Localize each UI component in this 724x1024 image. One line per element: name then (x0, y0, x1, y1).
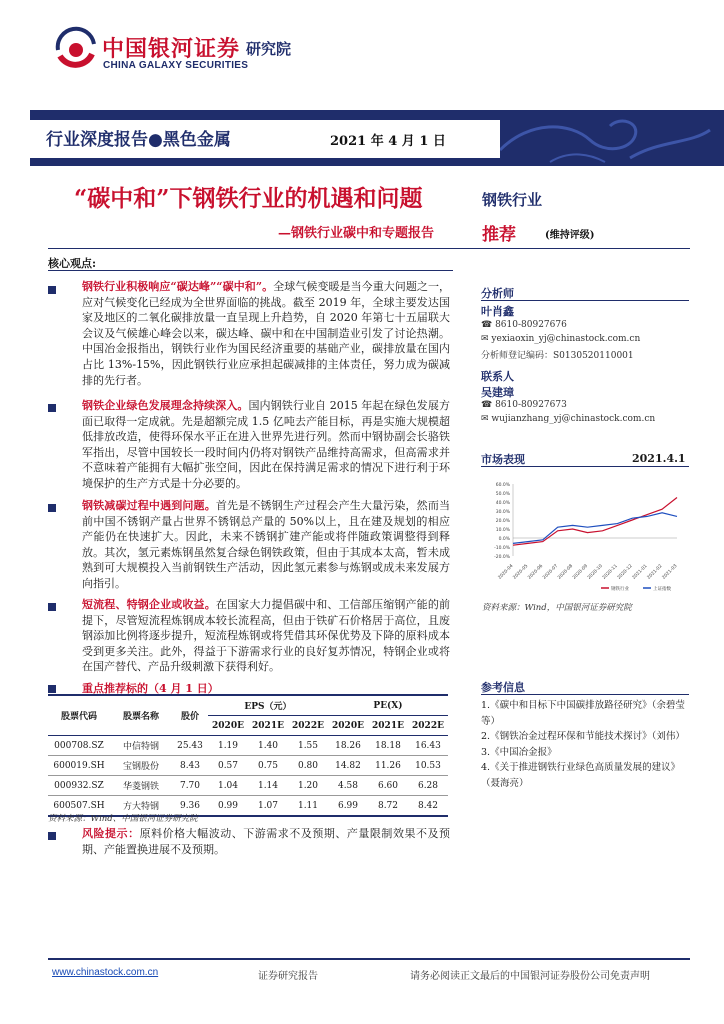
analyst-email-value[interactable]: yexiaoxin_yj@chinastock.com.cn (491, 334, 641, 344)
industry-label: 钢铁行业 (482, 191, 543, 209)
footer-disclaimer: 请务必阅读正文最后的中国银河证券股份公司免责声明 (410, 971, 650, 982)
table-row (48, 756, 448, 776)
cell-pe: 4.58 (337, 780, 359, 791)
col-header-name: 股票名称 (122, 712, 159, 722)
page-subtitle: —钢铁行业碳中和专题报告 (278, 226, 435, 241)
divider (48, 270, 453, 271)
legend-label: 钢铁行业 (611, 587, 629, 592)
year-header: 2021E (252, 720, 284, 731)
brand-name-en: CHINA GALAXY SECURITIES (103, 60, 249, 71)
cell-eps: 1.14 (257, 780, 279, 791)
phone-icon: ☎ (481, 320, 496, 330)
y-tick-label: 0.0% (498, 537, 510, 542)
cell-pe: 6.28 (417, 780, 439, 791)
institute-label: 研究院 (246, 40, 292, 58)
core-point-lead: 钢铁减碳过程中遇到问题。 (82, 499, 216, 512)
year-header: 2022E (412, 720, 444, 731)
analyst-phone (481, 320, 567, 330)
rating-value: 推荐 (482, 225, 516, 245)
cell-eps: 1.07 (257, 800, 279, 811)
x-tick-label: 2021-01 (631, 563, 649, 581)
col-header-price: 股价 (180, 712, 199, 722)
divider (481, 694, 689, 695)
core-point-lead: 钢铁行业积极响应“碳达峰”“碳中和”。 (82, 280, 274, 293)
cell-pe: 6.60 (377, 780, 399, 791)
x-tick-label: 2020-08 (557, 563, 575, 581)
divider (48, 248, 690, 249)
y-tick-label: 20.0% (495, 519, 510, 524)
cell-code: 000708.SZ (54, 740, 104, 751)
bullet-icon (48, 504, 56, 512)
contact-email-value[interactable]: wujianzhang_yj@chinastock.com.cn (491, 414, 656, 424)
x-tick-label: 2020-05 (512, 563, 530, 581)
year-header: 2022E (292, 720, 324, 731)
bullet-icon (48, 603, 56, 611)
cell-name: 宝钢股份 (122, 762, 159, 772)
cell-code: 000932.SZ (54, 780, 104, 791)
report-type: 行业深度报告●黑色金属 (46, 130, 231, 150)
col-header-code: 股票代码 (60, 712, 97, 722)
footer-center: 证券研究报告 (258, 971, 318, 982)
email-icon: ✉ (481, 414, 492, 424)
analyst-heading: 分析师 (481, 287, 514, 300)
x-tick-label: 2020-11 (601, 563, 619, 581)
cell-code: 600019.SH (53, 760, 105, 771)
cell-pe: 14.82 (335, 760, 361, 771)
cell-pe: 6.99 (337, 800, 359, 811)
bullet-icon (48, 286, 56, 294)
cell-pe: 18.18 (375, 740, 401, 751)
col-header-eps: EPS（元） (208, 695, 328, 716)
divider (481, 300, 689, 301)
legend-label: 上证指数 (653, 587, 671, 592)
chart-axes (494, 482, 678, 581)
table-source: 资料来源：Wind、中国银河证券研究院 (48, 814, 198, 824)
cell-eps: 0.57 (217, 760, 239, 771)
reference-item: 2.《钢铁冶金过程环保和节能技术探讨》（刘伟） (481, 731, 685, 742)
x-tick-label: 2021-02 (646, 563, 664, 581)
cell-eps: 1.11 (297, 800, 319, 811)
cell-eps: 1.40 (257, 740, 279, 751)
reference-item: 1.《碳中和目标下中国碳排放路径研究》（余碧莹等） (481, 700, 685, 727)
contact-name: 吴建璋 (481, 386, 514, 399)
cell-pe: 8.72 (377, 800, 399, 811)
x-tick-label: 2020-04 (497, 563, 515, 581)
year-header: 2021E (372, 720, 404, 731)
cell-eps: 0.99 (217, 800, 239, 811)
cell-name: 方大特钢 (122, 802, 159, 812)
analyst-email[interactable] (481, 334, 640, 344)
cell-price: 8.43 (179, 760, 201, 771)
contact-email[interactable] (481, 414, 655, 424)
y-tick-label: 10.0% (495, 528, 510, 533)
analyst-cert (481, 348, 634, 361)
reference-item: 3.《中国冶金报》 (481, 746, 557, 758)
reference-item: 4.《关于推进钢铁行业绿色高质量发展的建议》（聂海亮） (481, 762, 681, 789)
cell-name: 华菱钢铁 (122, 782, 159, 792)
table-header-row (48, 695, 448, 716)
core-point-text: 国内钢铁行业自 2015 年起在绿色发展方面已取得一定成就。先是超额完成 1.5 亿吨去产能目标，再是实施大规模超低排放改造，使得环保水平正在进入世界先进行列。然而中钢协副会长骆铁军指出，尽管中国较长一段时间内仍将对钢铁产品维持高需求，但高需求并不意味着产能拥有大幅扩张空间，因此在保持满足需求的情况下进行利于环境保护的生产方式是十分必要的。 (82, 399, 450, 490)
series-line (513, 513, 677, 544)
bullet-icon (48, 685, 56, 693)
report-date: 2021 年 4 月 1 日 (330, 134, 446, 149)
contact-phone (481, 400, 567, 410)
core-point (82, 597, 450, 675)
market-chart (481, 478, 691, 596)
cell-eps: 1.55 (297, 740, 319, 751)
cell-name: 中信特钢 (122, 742, 159, 752)
table-row (48, 776, 448, 796)
chart-source: 资料来源：Wind，中国银河证券研究院 (482, 603, 632, 613)
x-tick-label: 2020-07 (542, 563, 560, 581)
table-row (48, 736, 448, 756)
y-tick-label: 50.0% (495, 492, 510, 497)
core-point (82, 498, 450, 592)
contact-phone-value: 8610-80927673 (495, 400, 567, 410)
cell-price: 7.70 (179, 780, 201, 791)
core-point (82, 398, 450, 492)
phone-icon: ☎ (481, 400, 496, 410)
picks-table (48, 694, 448, 817)
website-link[interactable]: www.chinastock.com.cn (52, 967, 159, 978)
cell-eps: 0.75 (257, 760, 279, 771)
y-tick-label: 40.0% (495, 501, 510, 506)
references-heading: 参考信息 (481, 681, 525, 694)
footer-divider (48, 958, 690, 960)
cell-eps: 1.20 (297, 780, 319, 791)
cell-pe: 11.26 (375, 760, 401, 771)
year-header: 2020E (332, 720, 364, 731)
year-header: 2020E (212, 720, 244, 731)
rating-note: (维持评级) (545, 230, 595, 241)
cell-eps: 1.04 (217, 780, 239, 791)
chart-legend (601, 585, 671, 592)
core-point-lead: 短流程、特钢企业或收益。 (82, 598, 216, 611)
contact-heading: 联系人 (481, 370, 514, 383)
picks-heading: 重点推荐标的（4 月 1 日） (82, 682, 219, 695)
col-header-pe: PE(X) (328, 695, 448, 716)
risk-text: 原料价格大幅波动、下游需求不及预期、产量限制效果不及预期、产能置换进展不及预期。 (82, 827, 451, 856)
x-tick-label: 2020-10 (587, 563, 604, 581)
y-tick-label: 30.0% (495, 510, 510, 515)
y-tick-label: -20.0% (494, 555, 510, 560)
analyst-cert-value: S0130520110001 (553, 351, 634, 361)
email-icon: ✉ (481, 334, 492, 344)
divider (481, 466, 689, 467)
risk-label: 风险提示： (82, 827, 140, 840)
y-tick-label: -10.0% (494, 546, 510, 551)
core-point-text: 首先是不锈钢生产过程会产生大量污染，然而当前中国不锈钢产量占世界不锈钢总产量的 50%以上，且在建及规划的相应产能仍在快速扩大。因此，未来不锈钢扩建产能或将伴随政策调整得到释放。其次，氢元素炼钢虽然复合绿色钢铁政策，但由于其成本太高，暂未成熟到可大规模投入当前钢铁生产活动，因此氢元素参与炼钢或成未来发展方向指引。 (82, 499, 450, 590)
logo-icon (52, 26, 100, 74)
core-point-lead: 钢铁企业绿色发展理念持续深入。 (82, 399, 249, 412)
core-point-text: 在国家大力提倡碳中和、工信部压缩钢产能的前提下，尽管短流程炼钢成本较长流程高，但由于铁矿石价格居于高位，且废钢添加比例将逐步提升，短流程炼钢或将凭借其环保优势及下降的原料成本受到更多关注。此外，得益于下游需求行业的良好复苏情况，特钢企业或将在国产替代、产品升级刺激下获得利好。 (82, 598, 450, 674)
risk-note (82, 826, 450, 857)
x-tick-label: 2021-03 (661, 563, 679, 581)
cell-eps: 0.80 (297, 760, 319, 771)
analyst-name: 叶肖鑫 (481, 305, 514, 318)
y-tick-label: 60.0% (495, 483, 510, 488)
cell-pe: 10.53 (415, 760, 441, 771)
core-point-text: 全球气候变暖是当今重大问题之一，应对气候变化已经成为全世界面临的挑战。截至 2019 年，全球主要发达国家及地区的二氧化碳排放量一直呈现上升趋势，自 2020 年第七十五届联大会议及气候雄心峰会以来，碳达峰、碳中和在中国制造业引发了讨论热潮。中国冶金报指出，钢铁行业作为国民经济重要的基础产业，碳排放量在国内占比 13%-15%，因此钢铁行业应承担起碳减排的主体责任，努力成为碳减排的先行者。 (82, 280, 451, 387)
brand-name-cn: 中国银河证券 (102, 37, 241, 62)
core-point (82, 279, 450, 388)
x-tick-label: 2020-12 (616, 563, 634, 581)
cell-pe: 16.43 (415, 740, 441, 751)
market-heading: 市场表现 (481, 453, 525, 466)
cell-eps: 1.19 (217, 740, 239, 751)
references-list (481, 698, 686, 791)
market-date: 2021.4.1 (632, 452, 686, 465)
x-tick-label: 2020-09 (572, 563, 589, 581)
bullet-icon (48, 404, 56, 412)
cell-code: 600507.SH (53, 800, 105, 811)
bullet-icon (48, 832, 56, 840)
core-views-heading: 核心观点: (48, 257, 97, 270)
analyst-phone-value: 8610-80927676 (495, 320, 567, 330)
cell-price: 25.43 (177, 740, 203, 751)
cell-pe: 18.26 (335, 740, 361, 751)
x-tick-label: 2020-06 (527, 563, 545, 581)
page-title: “碳中和”下钢铁行业的机遇和问题 (74, 185, 423, 212)
cell-price: 9.36 (179, 800, 201, 811)
analyst-cert-label: 分析师登记编码： (481, 351, 554, 361)
cell-pe: 8.42 (417, 800, 439, 811)
